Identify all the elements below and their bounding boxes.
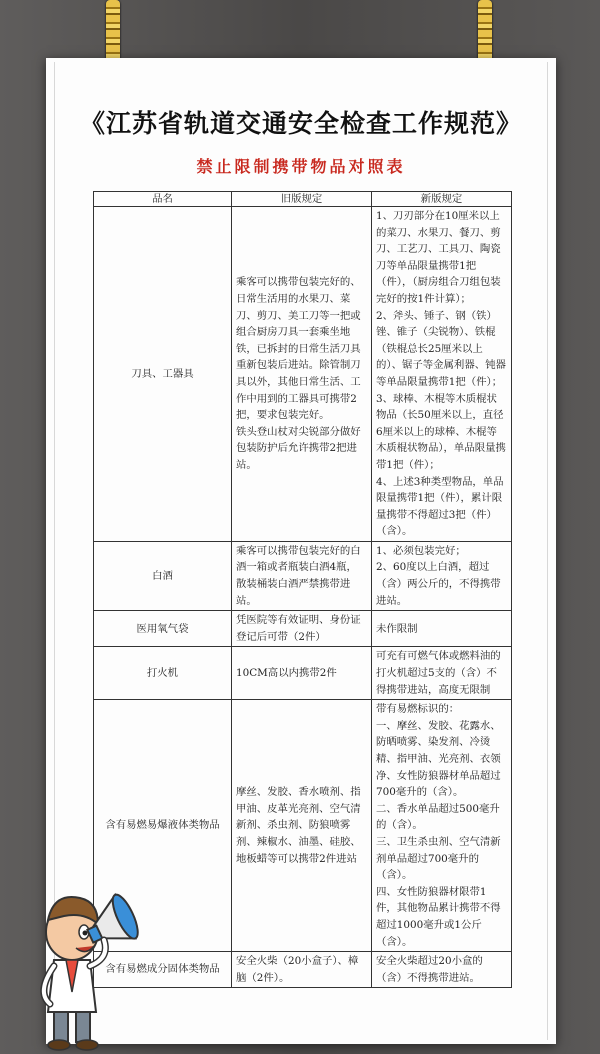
new-rule-cell: 1、必须包装完好； 2、60度以上白酒，超过（含）两公斤的，不得携带进站。 <box>372 541 512 610</box>
new-rule-cell: 1、刀刃部分在10厘米以上的菜刀、水果刀、餐刀、剪刀、工艺刀、工具刀、陶瓷刀等单品限量携带1把（件），（厨房组合刀组包装完好的按1件计算）； 2、斧头、锤子、钢（铁）锉、锥子（尖锐物）、铁棍（铁棍总长25厘米以上的）、锯子等金属利器、钝器等单品限量携带1把（件）； 3、球棒、木棍等木质棍状物品（长50厘米以上，直径6厘米以上的球棒、木棍等木质棍状物品），单品限量携带1把（件）； 4、上述3种类型物品，单品限量携带1把（件），累计限量携带不得超过3把（件）（含）。 <box>372 207 512 542</box>
new-rule-cell: 安全火柴超过20小盒的（含）不得携带进站。 <box>372 952 512 988</box>
comparison-table <box>93 191 512 988</box>
new-rule-cell: 带有易燃标识的： 一、摩丝、发胶、花露水、防晒喷雾、染发剂、冷烫精、指甲油、光亮剂、衣领净、女性防狼器材单品超过700毫升的（含）。 二、香水单品超过500毫升的（含）。 三、卫生杀虫剂、空气清新剂单品超过700毫升的（含）。 四、女性防狼器材限带1件，其他物品累计携带不得超过1000毫升或1公斤（含）。 <box>372 700 512 952</box>
item-name-cell: 含有易燃易爆液体类物品 <box>94 700 232 952</box>
table-header-row <box>94 192 512 207</box>
right-chain-icon <box>478 0 492 62</box>
new-rule-cell: 未作限制 <box>372 611 512 647</box>
old-rule-cell: 安全火柴（20小盒子）、樟脑（2件）。 <box>232 952 372 988</box>
table-row <box>94 700 512 952</box>
megaphone-cartoon-man-icon <box>14 862 144 1052</box>
table-row <box>94 647 512 700</box>
old-rule-cell: 摩丝、发胶、香水喷剂、指甲油、皮革光亮剂、空气清新剂、杀虫剂、防狼喷雾剂、辣椒水、油墨、硅胶、地板蜡等可以携带2件进站 <box>232 700 372 952</box>
header-new-rule: 新版规定 <box>372 192 512 207</box>
old-rule-cell: 乘客可以携带包装完好的、日常生活用的水果刀、菜刀、剪刀、美工刀等一把或组合厨房刀具一套乘坐地铁，已拆封的日常生活刀具重新包装后进站。除管制刀具以外，其他日常生活、工作中用到的工器具可携带2把，要求包装完好。 铁头登山杖对尖锐部分做好包装防护后允许携带2把进站。 <box>232 207 372 542</box>
item-name-cell: 白酒 <box>94 541 232 610</box>
page-title: 《江苏省轨道交通安全检查工作规范》 <box>79 109 522 138</box>
header-item-name: 品名 <box>94 192 232 207</box>
new-rule-cell: 可充有可燃气体或燃料油的打火机超过5支的（含）不得携带进站，高度无限制 <box>372 647 512 700</box>
table-row <box>94 207 512 542</box>
old-rule-cell: 10CM高以内携带2件 <box>232 647 372 700</box>
item-name-cell: 含有易燃成分固体类物品 <box>94 952 232 988</box>
hanging-board <box>46 58 556 1044</box>
item-name-cell: 医用氧气袋 <box>94 611 232 647</box>
old-rule-cell: 凭医院等有效证明、身份证登记后可带（2件） <box>232 611 372 647</box>
table-row <box>94 952 512 988</box>
header-old-rule: 旧版规定 <box>232 192 372 207</box>
table-row <box>94 541 512 610</box>
table-row <box>94 611 512 647</box>
item-name-cell: 打火机 <box>94 647 232 700</box>
left-chain-icon <box>106 0 120 62</box>
item-name-cell: 刀具、工器具 <box>94 207 232 542</box>
page-subtitle: 禁止限制携带物品对照表 <box>196 157 406 176</box>
old-rule-cell: 乘客可以携带包装完好的白酒一箱或者瓶装白酒4瓶，散装桶装白酒严禁携带进站。 <box>232 541 372 610</box>
